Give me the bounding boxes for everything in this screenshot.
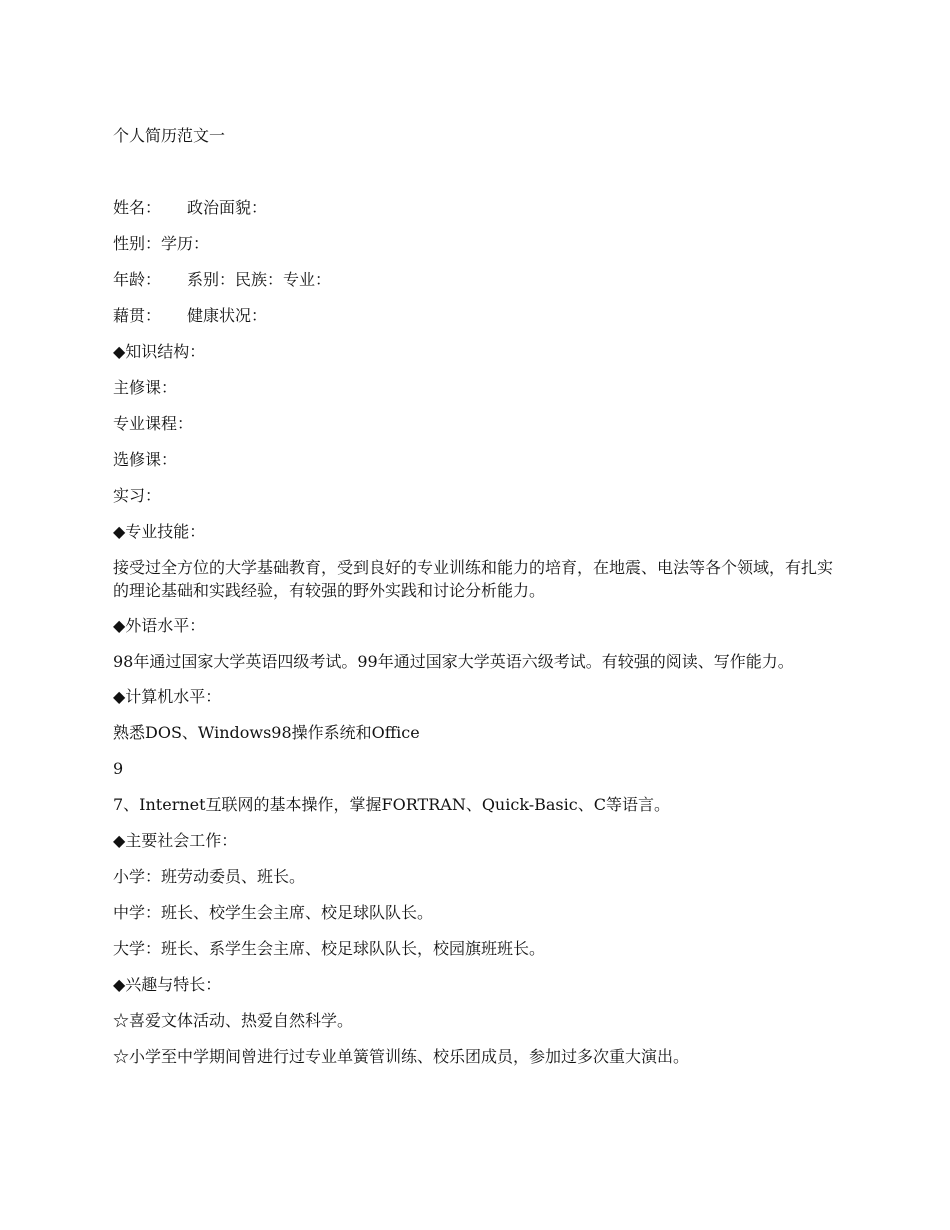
- document-title: 个人简历范文一: [113, 126, 226, 145]
- electives-label: 选修课：: [113, 450, 178, 469]
- language-paragraph: 98年通过国家大学英语四级考试。99年通过国家大学英语六级考试。有较强的阅读、写作能力。: [113, 652, 794, 671]
- skills-heading: ◆专业技能：: [113, 522, 206, 541]
- education-label: 学历：: [161, 234, 210, 253]
- computer-heading: ◆计算机水平：: [113, 687, 222, 706]
- language-heading: ◆外语水平：: [113, 616, 206, 635]
- health-label: 健康状况：: [187, 306, 268, 325]
- knowledge-heading: ◆知识结构：: [113, 342, 206, 361]
- hobbies-item-1: ☆喜爱文体活动、热爱自然科学。: [113, 1011, 354, 1030]
- main-courses-label: 主修课：: [113, 378, 178, 397]
- computer-line-2: 9: [113, 759, 124, 778]
- gender-label: 性别：: [113, 234, 162, 253]
- hobbies-heading: ◆兴趣与特长：: [113, 975, 222, 994]
- basic-info-row-2: [113, 232, 843, 256]
- social-work-middle: 中学：班长、校学生会主席、校足球队队长。: [113, 903, 434, 922]
- major-courses-label: 专业课程：: [113, 414, 194, 433]
- political-label: 政治面貌：: [187, 198, 268, 217]
- computer-line-3: 7、Internet互联网的基本操作，掌握FORTRAN、Quick-Basic、C等语言。: [113, 795, 670, 814]
- department-label: 系别：: [187, 270, 236, 289]
- hobbies-item-2: ☆小学至中学期间曾进行过专业单簧管训练、校乐团成员，参加过多次重大演出。: [113, 1047, 690, 1066]
- computer-line-1: 熟悉DOS、Windows98操作系统和Office: [113, 723, 420, 742]
- resume-content: [113, 124, 843, 1081]
- social-work-primary: 小学：班劳动委员、班长。: [113, 867, 306, 886]
- internship-label: 实习：: [113, 486, 162, 505]
- social-work-heading: ◆主要社会工作：: [113, 831, 238, 850]
- ethnicity-label: 民族：: [235, 270, 284, 289]
- basic-info-row-3: [113, 268, 843, 292]
- basic-info-row-1: [113, 196, 843, 220]
- name-label: 姓名：: [113, 198, 162, 217]
- basic-info-row-4: [113, 304, 843, 328]
- skills-paragraph: 接受过全方位的大学基础教育，受到良好的专业训练和能力的培育，在地震、电法等各个领域，有扎实的理论基础和实践经验，有较强的野外实践和讨论分析能力。: [113, 558, 834, 600]
- age-label: 年龄：: [113, 270, 162, 289]
- origin-label: 藉贯：: [113, 306, 162, 325]
- major-label: 专业：: [283, 270, 332, 289]
- social-work-university: 大学：班长、系学生会主席、校足球队队长，校园旗班班长。: [113, 939, 546, 958]
